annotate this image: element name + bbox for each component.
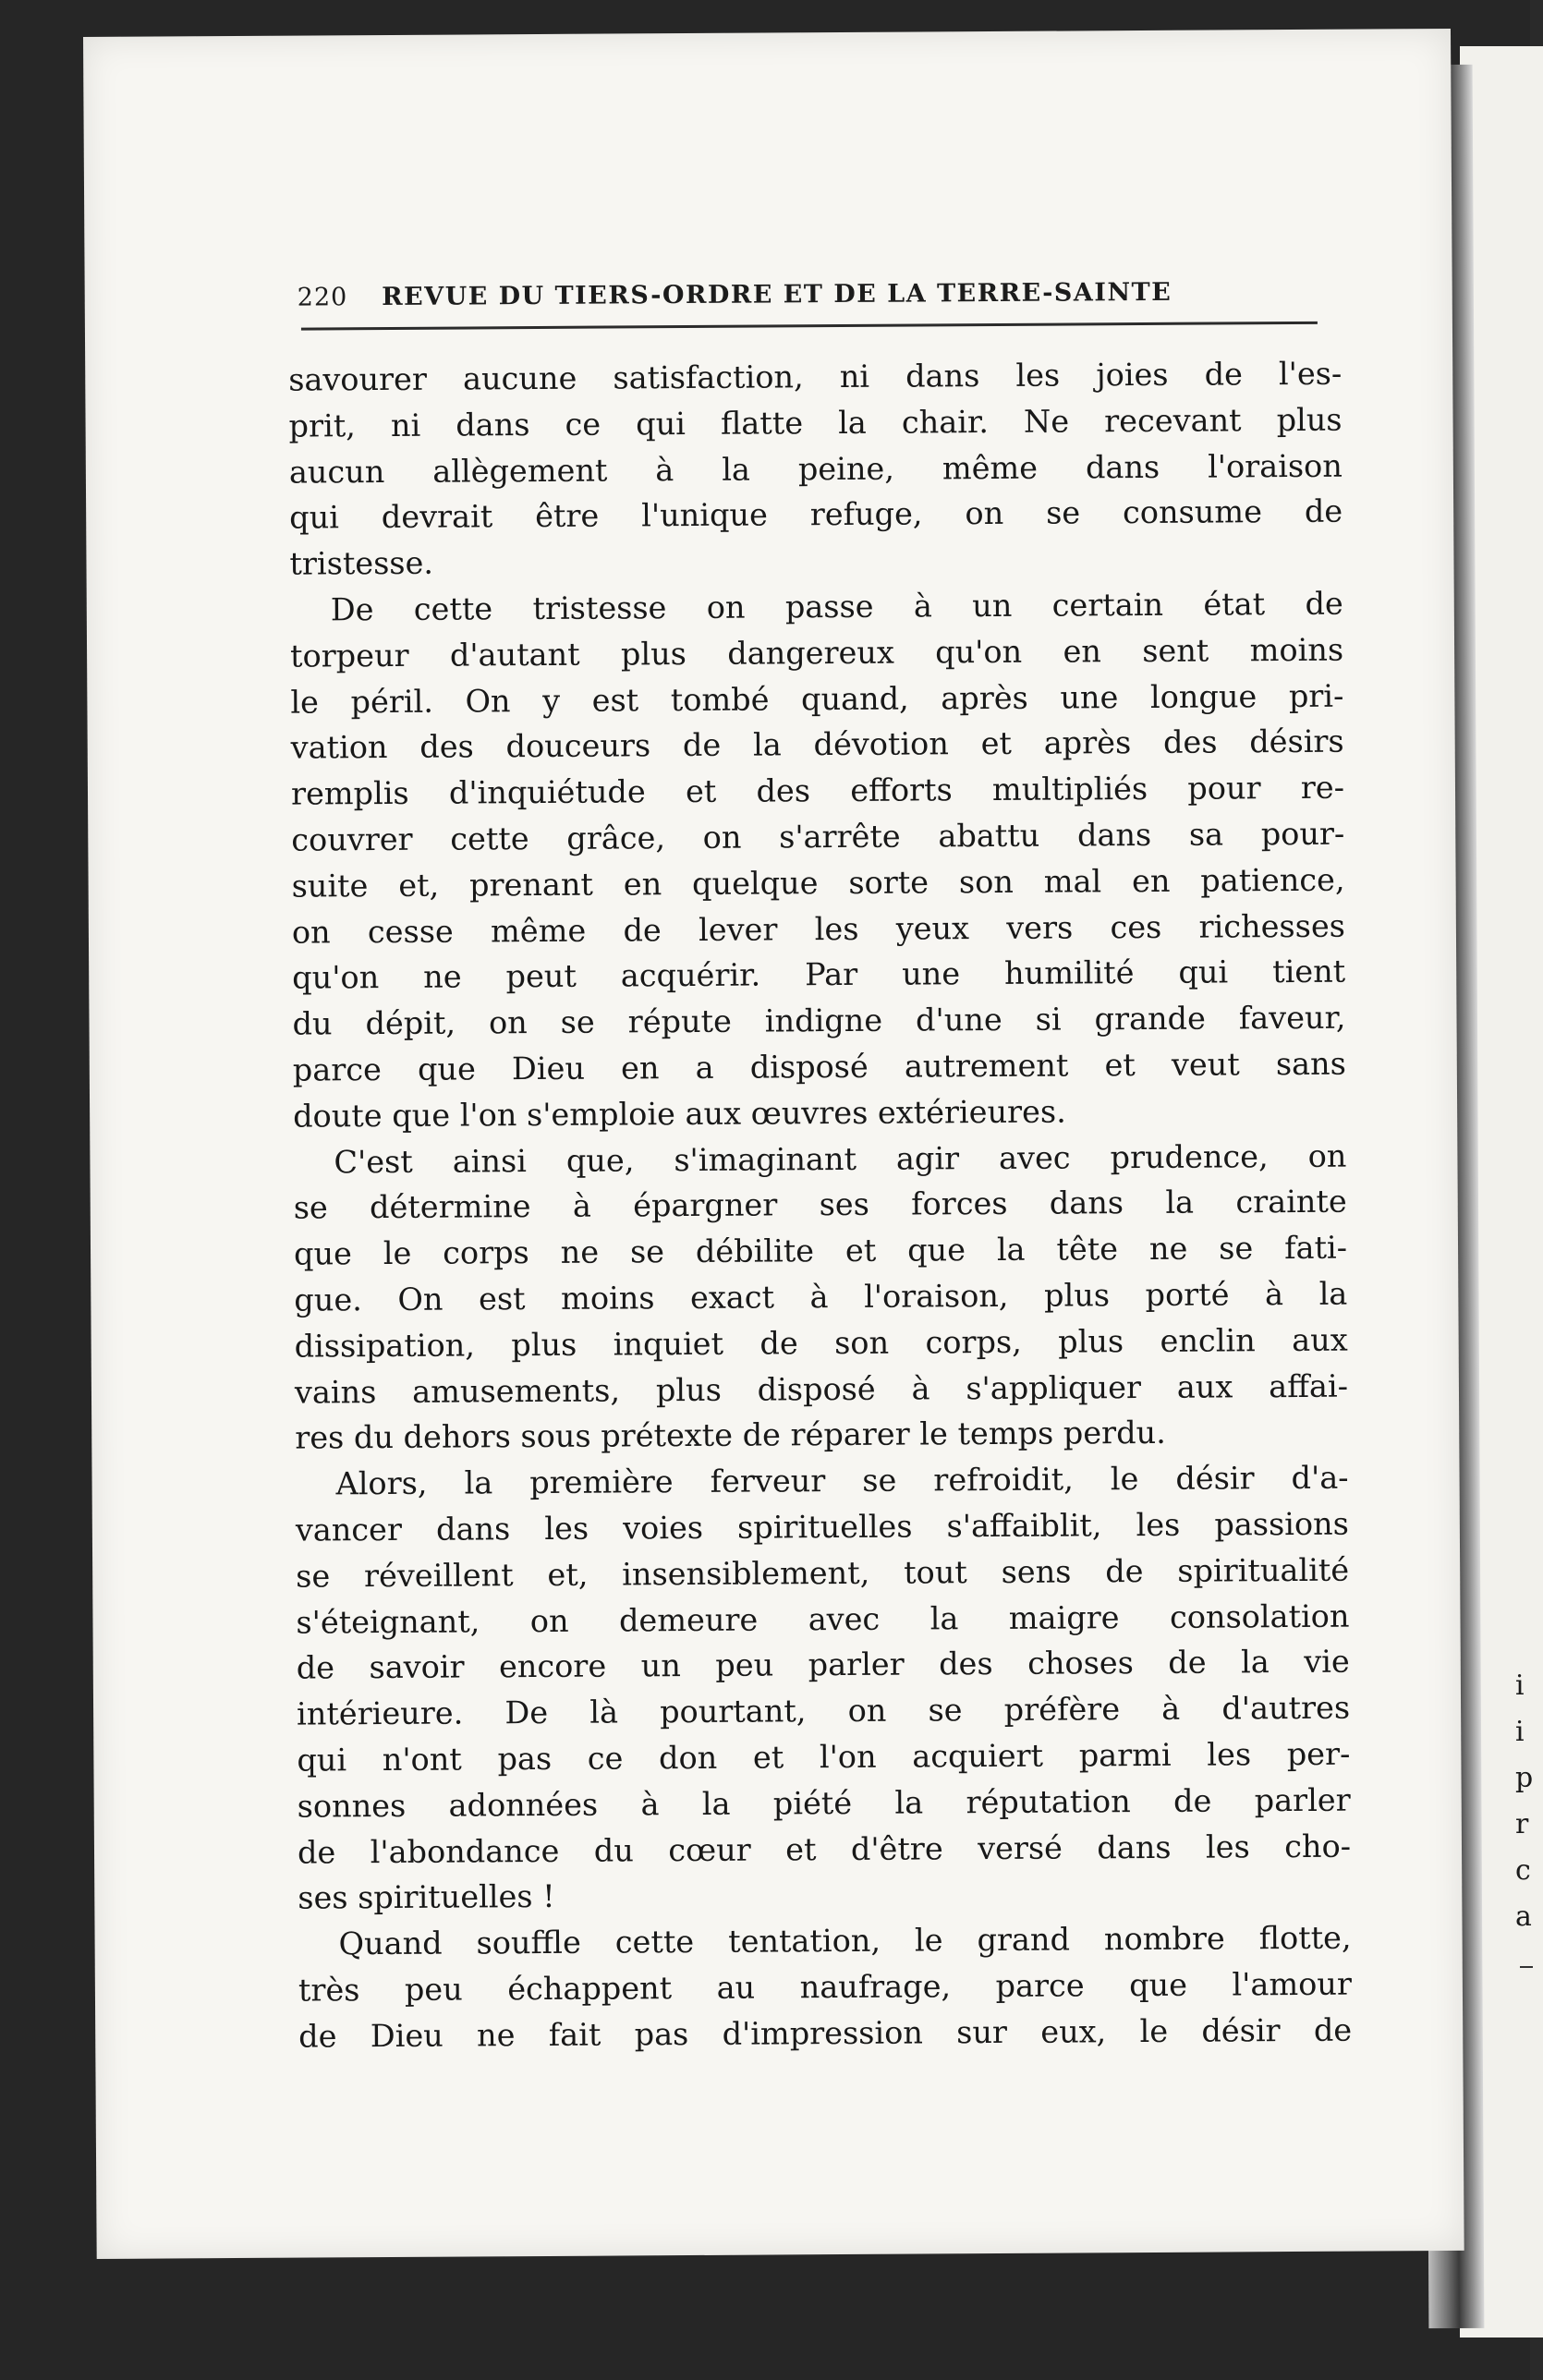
header-rule [301,322,1318,331]
text-line: du dépit, on se répute indigne d'une si grande faveur, [292,999,1346,1042]
text-line: dissipation, plus inquiet de son corps, plus enclin aux [294,1321,1348,1365]
text-line: vation des douceurs de la dévotion et après des désirs [290,723,1344,767]
text-line: aucun allègement à la peine, même dans l'oraison [288,447,1343,491]
paragraph [295,1455,1351,1922]
text-line: de Dieu ne fait pas d'impression sur eux, le désir de [298,2011,1353,2055]
text-line: torpeur d'autant plus dangereux qu'on en sent moins [289,631,1344,674]
facing-page-rule [1520,1966,1533,1968]
facing-page-fragment: i [1515,1716,1525,1748]
running-header [298,276,1397,311]
text-line: on cesse même de lever les yeux vers ces richesses [291,907,1346,951]
text-line: doute que l'on s'emploie aux œuvres extérieures. [293,1093,1066,1135]
text-line: Alors, la première ferveur se refroidit, le désir d'a- [335,1459,1349,1502]
text-line: res du dehors sous prétexte de réparer le temps perdu. [295,1415,1166,1456]
text-line: qu'on ne peut acquérir. Par une humilité qui tient [292,953,1346,996]
text-line: sonnes adonnées à la piété la réputation de parler [297,1781,1351,1825]
facing-page-fragment: a [1515,1900,1532,1933]
page-number: 220 [297,283,348,312]
text-line: ses spirituelles ! [298,1878,555,1916]
text-line: savourer aucune satisfaction, ni dans les joies de l'es- [288,355,1343,398]
text-line: Quand souffle cette tentation, le grand nombre flotte, [338,1919,1352,1962]
text-line: se détermine à épargner ses forces dans la crainte [293,1184,1347,1226]
running-title: REVUE DU TIERS-ORDRE ET DE LA TERRE-SAINTE [382,277,1172,312]
text-line: qui devrait être l'unique refuge, on se consume de [289,493,1343,537]
text-line: suite et, prenant en quelque sorte son mal en patience, [291,861,1345,905]
text-line: s'éteignant, on demeure avec la maigre consolation [296,1597,1350,1641]
paragraph [293,1133,1348,1462]
text-line: vancer dans les voies spirituelles s'affaiblit, les passions [295,1505,1349,1548]
text-line: gue. On est moins exact à l'oraison, plus porté à la [294,1275,1348,1318]
page-body-text [288,351,1352,2059]
text-line: très peu échappent au naufrage, parce que l'amour [298,1965,1353,2009]
paragraph [288,351,1343,588]
text-line: prit, ni dans ce qui flatte la chair. Ne recevant plus [288,401,1343,444]
text-line: remplis d'inquiétude et des efforts multipliés pour re- [290,769,1345,812]
text-line: vains amusements, plus disposé à s'appliquer aux affai- [294,1367,1349,1411]
facing-page-fragment: p [1515,1762,1534,1794]
text-line: de l'abondance du cœur et d'être versé dans les cho- [297,1828,1352,1871]
text-line: se réveillent et, insensiblement, tout sens de spiritualité [296,1551,1350,1595]
paragraph [290,581,1347,1140]
facing-page-text-fragments [1515,1663,1534,1940]
paragraph [298,1915,1352,2059]
text-line: le péril. On y est tombé quand, après une longue pri- [290,677,1344,721]
text-line: qui n'ont pas ce don et l'on acquiert parmi les per- [297,1735,1351,1779]
text-line: couvrer cette grâce, on s'arrête abattu dans sa pour- [291,815,1345,858]
text-line: de savoir encore un peu parler des choses de la vie [296,1643,1350,1686]
text-line: De cette tristesse on passe à un certain état de [330,585,1343,628]
facing-page-fragment: i [1515,1670,1525,1702]
text-line: C'est ainsi que, s'imaginant agir avec prudence, on [334,1137,1347,1180]
text-line: parce que Dieu en a disposé autrement et veut sans [292,1045,1346,1088]
book-page [83,29,1464,2259]
text-line: tristesse. [289,544,434,582]
text-line: intérieure. De là pourtant, on se préfère à d'autres [296,1689,1351,1732]
text-line: que le corps ne se débilite et que la tête ne se fati- [293,1229,1348,1272]
facing-page-fragment: r [1515,1808,1529,1840]
facing-page-fragment: c [1515,1854,1531,1887]
